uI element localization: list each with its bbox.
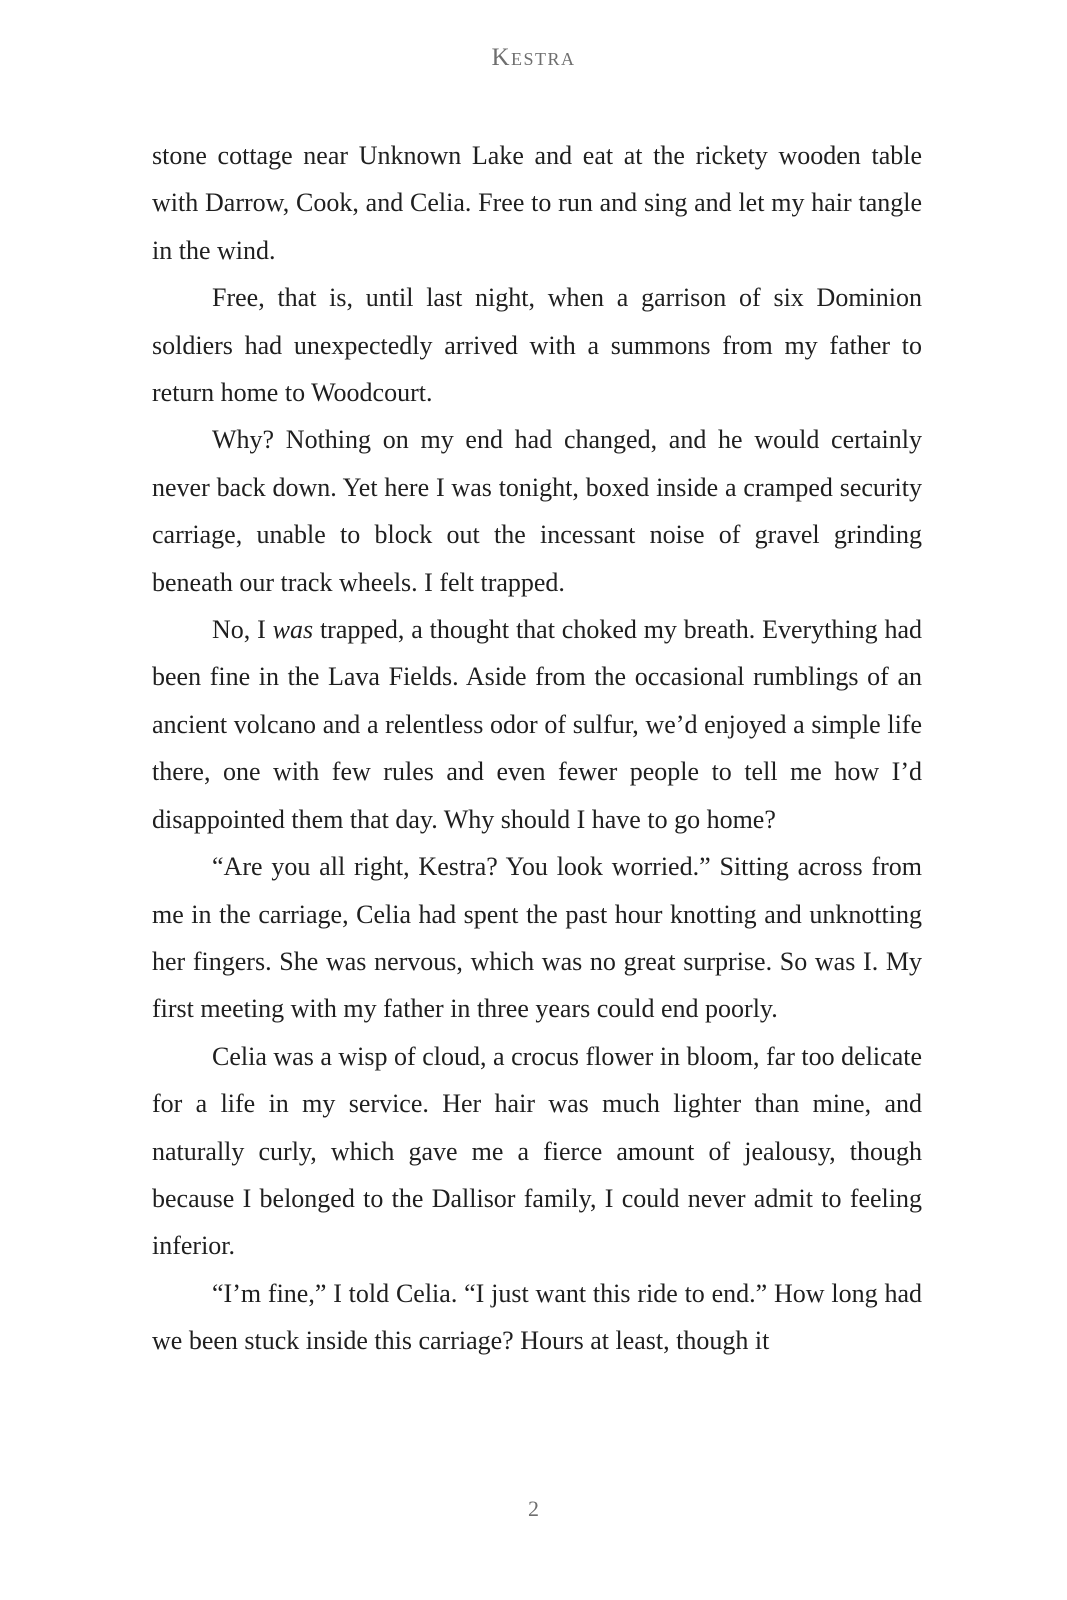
paragraph-1-text: stone cottage near Unknown Lake and eat at the rickety wooden table with Darrow, Cook, and Celia. Free to run and sing and let my hair tangle in the wind. [152, 141, 922, 265]
paragraph-2-text: Free, that is, until last night, when a garrison of six Dominion soldiers had unexpectedly arrived with a summons from my father to return home to Woodcourt. [152, 283, 922, 408]
page-number: 2 [528, 1496, 539, 1521]
paragraph-4-italic-was: was [272, 615, 314, 645]
body-text [152, 132, 922, 1365]
paragraph-2 [152, 274, 922, 416]
paragraph-3 [152, 416, 922, 606]
running-head: Kestra [491, 44, 576, 71]
paragraph-4 [152, 606, 922, 843]
paragraph-7 [152, 1270, 922, 1365]
paragraph-6-text: Celia was a wisp of cloud, a crocus flower in bloom, far too delicate for a life in my service. Her hair was much lighter than mine, and naturally curly, which gave me a fierce amount of jealousy, though because I belonged to the Dallisor family, I could never admit to feeling inferior. [152, 1041, 922, 1261]
paragraph-6 [152, 1033, 922, 1270]
paragraph-7-text: “I’m fine,” I told Celia. “I just want this ride to end.” How long had we been stuck inside this carriage? Hours at least, though it [152, 1278, 922, 1356]
paragraph-3-text: Why? Nothing on my end had changed, and he would certainly never back down. Yet here I was tonight, boxed inside a cramped security carriage, unable to block out the incessant noise of gravel grinding beneath our track wheels. I felt trapped. [152, 425, 922, 597]
paragraph-5 [152, 843, 922, 1033]
paragraph-1 [152, 132, 922, 274]
paragraph-4-text-b: trapped, a thought that choked my breath. Everything had been fine in the Lava Fields. Aside from the occasional rumblings of an ancient volcano and a relentless odor of sulfur, we’d enjoyed a simple life there, one with few rules and even fewer people to tell me how I’d disappointed them that day. Why should I have to go home? [152, 615, 922, 834]
paragraph-5-text: “Are you all right, Kestra? You look worried.” Sitting across from me in the carriage, Celia had spent the past hour knotting and unknotting her fingers. She was nervous, which was no great surprise. So was I. My first meeting with my father in three years could end poorly. [152, 852, 922, 1024]
paragraph-4-text-a: No, I [212, 615, 273, 645]
